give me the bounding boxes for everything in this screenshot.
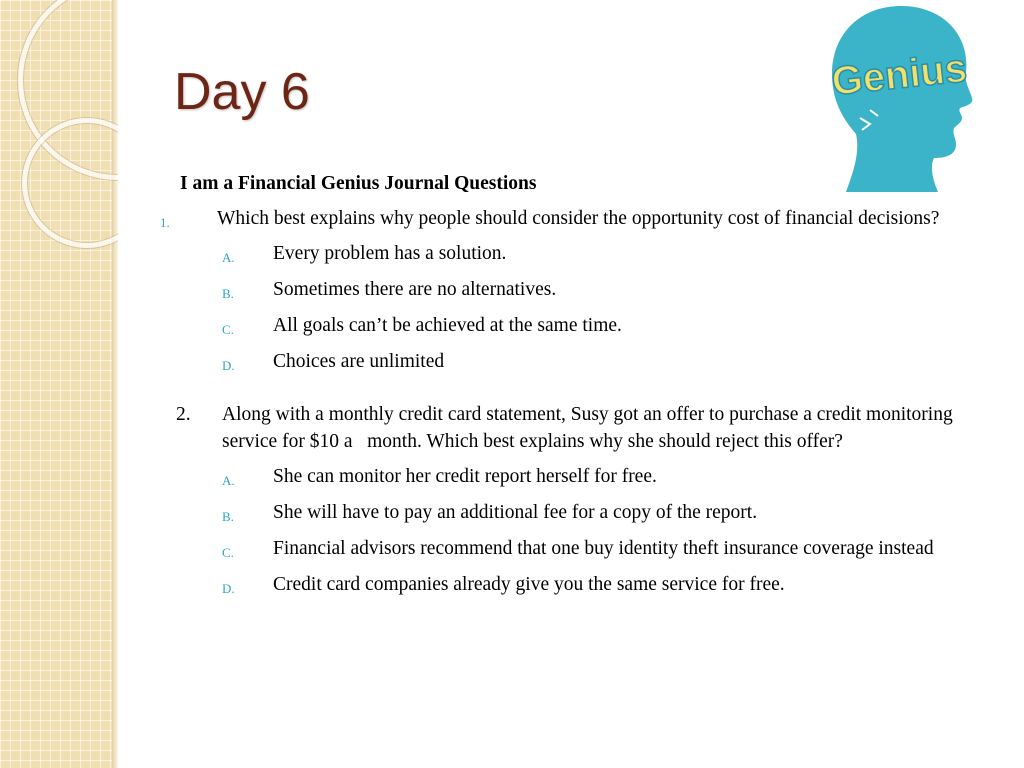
genius-head-logo	[826, 2, 976, 194]
question-2-option-b	[180, 499, 1000, 526]
question-1-option-d	[180, 348, 1000, 375]
question-2-option-d	[180, 571, 1000, 598]
option-text: She can monitor her credit report herself for free.	[273, 466, 657, 487]
option-letter: B.	[222, 286, 234, 301]
option-letter: B.	[222, 509, 234, 524]
option-text: Choices are unlimited	[273, 351, 445, 372]
option-text: Every problem has a solution.	[273, 243, 507, 264]
question-2-options	[180, 463, 1000, 598]
slide-body	[160, 170, 1000, 607]
option-letter: A.	[222, 250, 235, 265]
question-2-option-c	[180, 535, 1000, 562]
section-heading: I am a Financial Genius Journal Questions	[180, 173, 537, 194]
question-2-option-a	[180, 463, 1000, 490]
logo-text: Genius	[829, 46, 969, 105]
option-letter: C.	[222, 545, 234, 560]
option-text: Sometimes there are no alternatives.	[273, 279, 557, 300]
question-1-text: Which best explains why people should consider the opportunity cost of financial decisions?	[217, 208, 940, 229]
question-1-option-a	[180, 240, 1000, 267]
option-letter: A.	[222, 473, 235, 488]
question-2-text: Along with a monthly credit card statement, Susy got an offer to purchase a credit monitoring service for $10 a month. Which best explains why she should reject this offer?	[222, 404, 958, 452]
question-1	[160, 205, 1000, 232]
question-1-option-b	[180, 276, 1000, 303]
question-1-number: 1.	[160, 215, 170, 230]
side-decoration	[0, 0, 118, 768]
option-letter: D.	[222, 581, 235, 596]
slide-title: Day 6	[174, 63, 310, 121]
option-text: All goals can’t be achieved at the same time.	[273, 315, 622, 336]
question-1-options	[180, 240, 1000, 375]
question-2-number: 2.	[176, 404, 191, 425]
option-letter: C.	[222, 322, 234, 337]
option-text: Financial advisors recommend that one buy identity theft insurance coverage instead	[273, 538, 934, 559]
question-2	[176, 401, 1000, 455]
option-text: She will have to pay an additional fee for a copy of the report.	[273, 502, 758, 523]
question-1-option-c	[180, 312, 1000, 339]
option-letter: D.	[222, 358, 235, 373]
option-text: Credit card companies already give you the same service for free.	[273, 574, 785, 595]
